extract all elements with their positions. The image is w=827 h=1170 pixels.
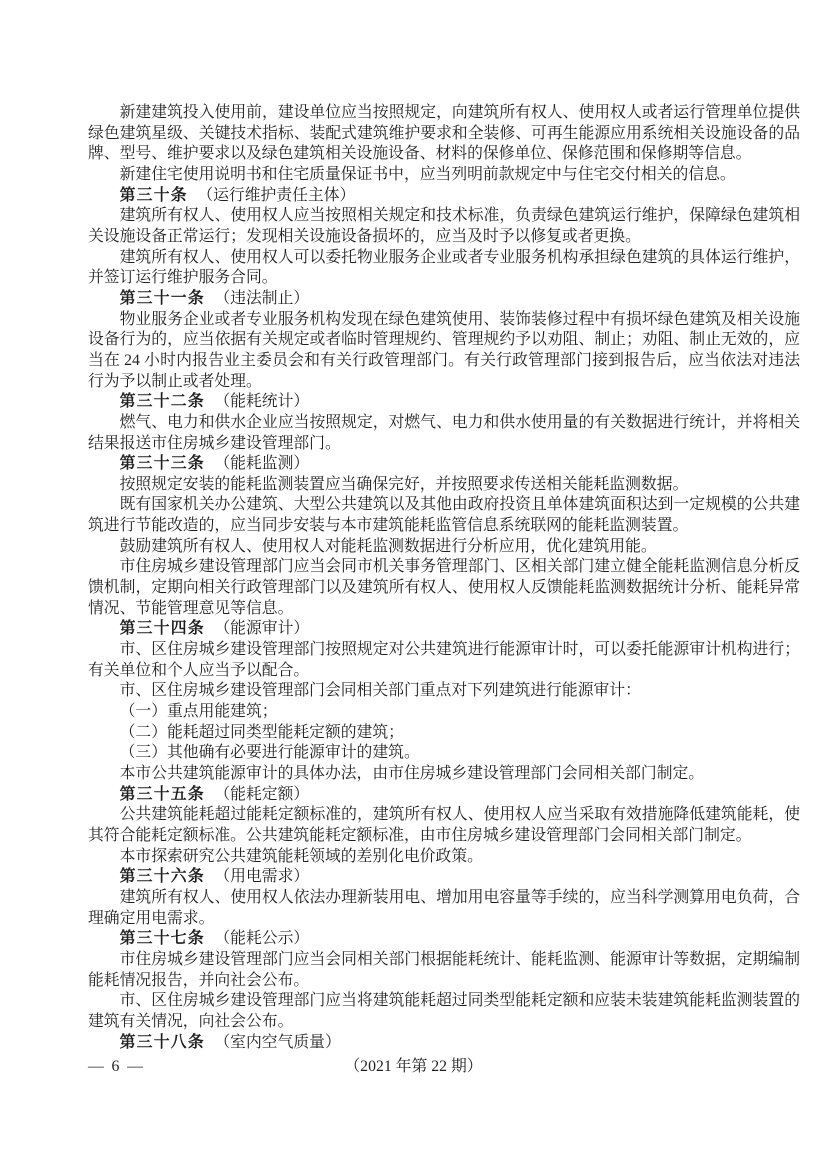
article-heading	[88, 785, 800, 806]
document-body	[88, 103, 800, 1053]
paragraph: 鼓励建筑所有权人、使用权人对能耗监测数据进行分析应用，优化建筑用能。	[119, 537, 657, 555]
paragraph: 按照规定安装的能耗监测装置应当确保完好，并按照要求传送相关能耗监测数据。	[119, 475, 689, 493]
article-heading	[88, 929, 800, 950]
article-number: 第三十七条	[119, 930, 205, 948]
article-heading	[88, 289, 800, 310]
paragraph: 新建住宅使用说明书和住宅质量保证书中，应当列明前款规定中与住宅交付相关的信息。	[119, 165, 736, 183]
paragraph: 市、区住房城乡建设管理部门按照规定对公共建筑进行能源审计时，可以委托能源审计机构进行；有关单位和个人应当予以配合。	[88, 641, 800, 679]
article-title: （能耗监测）	[214, 455, 310, 473]
article-title: （室内空气质量）	[214, 1033, 341, 1051]
list-item: （一）重点用能建筑；	[119, 703, 278, 721]
article-heading	[88, 867, 800, 888]
article-heading	[88, 186, 800, 207]
paragraph: 建筑所有权人、使用权人可以委托物业服务企业或者专业服务机构承担绿色建筑的具体运行维护，并签订运行维护服务合同。	[88, 248, 800, 287]
article-title: （能源审计）	[214, 620, 310, 638]
paragraph: 建筑所有权人、使用权人依法办理新装用电、增加用电容量等手续的，应当科学测算用电负荷，合理确定用电需求。	[88, 888, 800, 927]
article-heading	[88, 454, 800, 475]
article-number: 第三十六条	[119, 868, 205, 886]
paragraph: 市住房城乡建设管理部门应当会同市机关事务管理部门、区相关部门建立健全能耗监测信息分析反馈机制，定期向相关行政管理部门以及建筑所有权人、使用权人反馈能耗监测数据统计分析、能耗异常情况、节能管理意见等信息。	[88, 558, 800, 617]
list-item: （二）能耗超过同类型能耗定额的建筑；	[119, 723, 404, 741]
page-footer	[0, 1057, 827, 1079]
page-number: — 6 —	[88, 1058, 145, 1075]
article-title: （用电需求）	[214, 868, 310, 886]
paragraph: 市住房城乡建设管理部门应当会同相关部门根据能耗统计、能耗监测、能源审计等数据，定期编制能耗情况报告，并向社会公布。	[88, 950, 800, 989]
paragraph: 公共建筑能耗超过能耗定额标准的，建筑所有权人、使用权人应当采取有效措施降低建筑能耗，使其符合能耗定额标准。公共建筑能耗定额标准，由市住房城乡建设管理部门会同相关部门制定。	[88, 806, 800, 844]
issue-label: （2021 年第 22 期）	[344, 1058, 483, 1075]
paragraph: 本市探索研究公共建筑能耗领域的差别化电价政策。	[119, 847, 483, 865]
paragraph: 建筑所有权人、使用权人应当按照相关规定和技术标准，负责绿色建筑运行维护，保障绿色建筑相关设施设备正常运行；发现相关设施设备损坏的，应当及时予以修复或者更换。	[88, 207, 800, 245]
paragraph: 物业服务企业或者专业服务机构发现在绿色建筑使用、装饰装修过程中有损坏绿色建筑及相关设施设备行为的，应当依据有关规定或者临时管理规约、管理规约予以劝阻、制止；劝阻、制止无效的，应当在 24 小时内报告业主委员会和有关行政管理部门。有关行政管理部门接到报告后，应当依法对违法行为予以制止或者处理。	[88, 310, 800, 390]
article-title: （能耗统计）	[214, 393, 310, 411]
article-number: 第三十一条	[119, 289, 205, 307]
article-number: 第三十五条	[119, 785, 205, 803]
article-heading	[88, 1033, 800, 1054]
article-number: 第三十二条	[119, 393, 205, 411]
article-title: （能耗定额）	[214, 785, 310, 803]
paragraph: 燃气、电力和供水企业应当按照规定，对燃气、电力和供水使用量的有关数据进行统计，并将相关结果报送市住房城乡建设管理部门。	[88, 413, 800, 452]
article-title: （运行维护责任主体）	[197, 186, 356, 204]
article-number: 第三十三条	[119, 455, 205, 473]
list-item: （三）其他确有必要进行能源审计的建筑。	[119, 744, 420, 762]
paragraph: 新建建筑投入使用前，建设单位应当按照规定，向建筑所有权人、使用权人或者运行管理单位提供绿色建筑星级、关键技术指标、装配式建筑维护要求和全装修、可再生能源应用系统相关设施设备的品牌、型号、维护要求以及绿色建筑相关设施设备、材料的保修单位、保修范围和保修期等信息。	[88, 104, 800, 163]
article-number: 第三十条	[119, 186, 188, 204]
paragraph: 既有国家机关办公建筑、大型公共建筑以及其他由政府投资且单体建筑面积达到一定规模的公共建筑进行节能改造的，应当同步安装与本市建筑能耗监管信息系统联网的能耗监测装置。	[88, 496, 800, 535]
paragraph: 市、区住房城乡建设管理部门应当将建筑能耗超过同类型能耗定额和应装未装建筑能耗监测装置的建筑有关情况，向社会公布。	[88, 992, 800, 1030]
article-heading	[88, 392, 800, 413]
article-title: （能耗公示）	[214, 930, 310, 948]
article-title: （违法制止）	[214, 289, 310, 307]
article-heading	[88, 619, 800, 640]
paragraph: 本市公共建筑能源审计的具体办法，由市住房城乡建设管理部门会同相关部门制定。	[119, 765, 705, 782]
paragraph: 市、区住房城乡建设管理部门会同相关部门重点对下列建筑进行能源审计：	[119, 682, 641, 700]
article-number: 第三十四条	[119, 620, 205, 638]
article-number: 第三十八条	[119, 1033, 205, 1051]
